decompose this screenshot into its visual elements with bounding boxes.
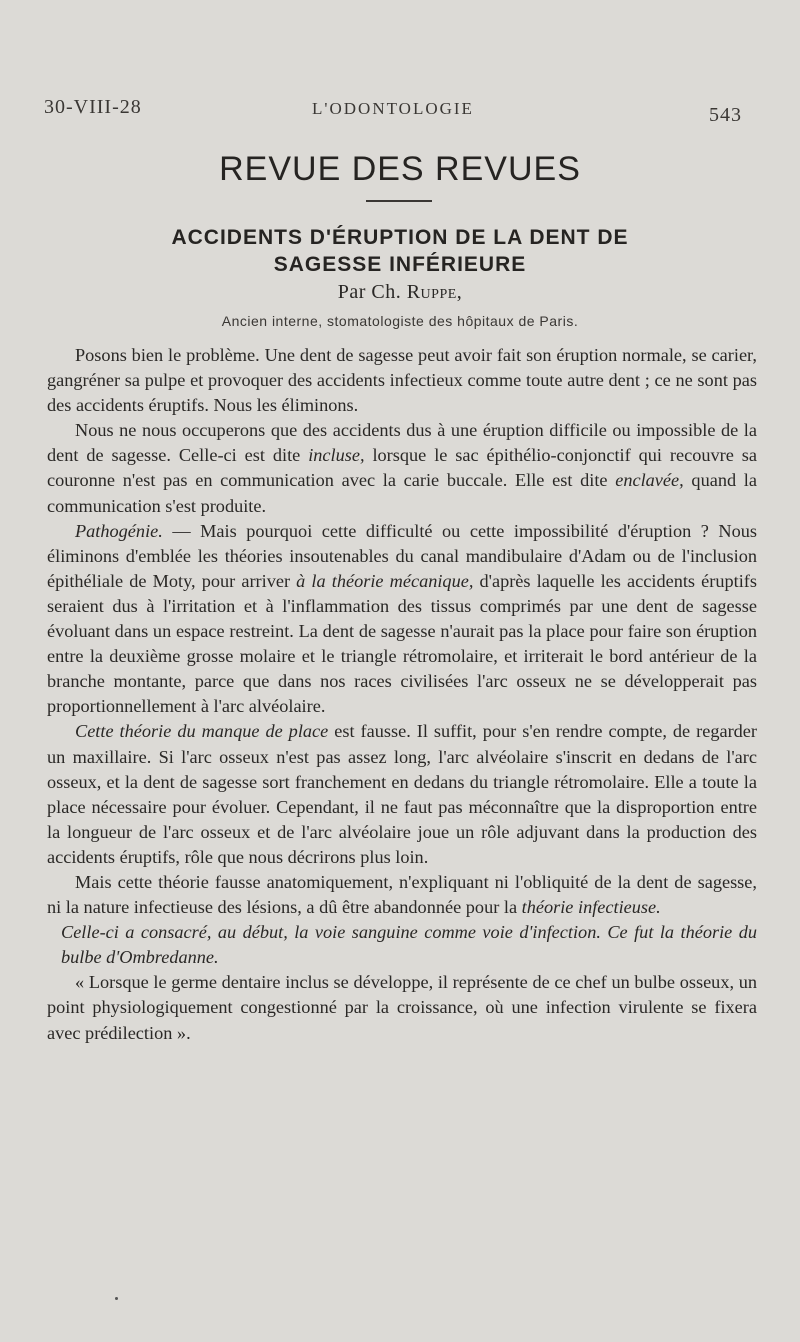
paragraph-3: Pathogénie. — Mais pourquoi cette difficulté ou cette impossibilité d'éruption ? Nous éliminons d'emblée les théories insoutenables du canal mandibulaire d'Adam ou de l'inclusion épithéliale de Moty, pour arriver à la théorie mécanique, d'après laquelle les accidents éruptifs seraient dus à l'irritation et à l'inflammation des tissus comprimés par une dent de sagesse évoluant dans un espace restreint. La dent de sagesse n'aurait pas la place pour faire son éruption entre la deuxième grosse molaire et le triangle rétromolaire, et irriterait le bord antérieur de la branche montante, parce que dans nos races civilisées l'arc osseux ne se développerait pas proportionnellement à l'arc alvéolaire. bbox=[47, 520, 757, 717]
author-affiliation: Ancien interne, stomatologiste des hôpitaux de Paris. bbox=[221, 313, 579, 329]
paragraph-5: Mais cette théorie fausse anatomiquement, n'expliquant ni l'obliquité de la dent de sagesse, ni la nature infectieuse des lésions, a dû être abandonnée pour la théorie infectieuse. bbox=[47, 871, 757, 918]
paragraph-4: Cette théorie du manque de place est fausse. Il suffit, pour s'en rendre compte, de regarder un maxillaire. Si l'arc osseux n'est pas assez long, l'arc alvéolaire s'inscrit en dedans de l'arc osseux, et la dent de sagesse sort franchement en dedans du triangle rétromolaire. Elle a toute la place nécessaire pour évoluer. Cependant, il ne faut pas méconnaître que la disproportion entre la longueur de l'arc osseux et de l'arc alvéolaire joue un rôle adjuvant dans la production des accidents éruptifs, rôle que nous décrirons plus loin. bbox=[47, 721, 757, 867]
paragraph-1: Posons bien le problème. Une dent de sagesse peut avoir fait son éruption normale, se carier, gangréner sa pulpe et provoquer des accidents infectieux comme toute autre dent ; ce ne sont pas des accidents éruptifs. Nous les éliminons. bbox=[47, 345, 757, 416]
journal-name: L'ODONTOLOGIE bbox=[312, 99, 474, 118]
print-speck bbox=[115, 1297, 118, 1300]
subheading-pathogenie: Pathogénie. bbox=[75, 520, 163, 541]
article-body bbox=[47, 343, 757, 1046]
article-title bbox=[60, 224, 740, 278]
issue-date: 30-VIII-28 bbox=[44, 96, 142, 118]
byline bbox=[0, 281, 800, 304]
paragraph-2: Nous ne nous occuperons que des accidents dus à une éruption difficile ou impossible de la dent de sagesse. Celle-ci est dite incluse, lorsque le sac épithélio-conjonctif qui recouvre sa couronne n'est pas en communication avec la carie buccale. Elle est dite enclavée, quand la communication s'est produite. bbox=[47, 420, 757, 516]
page-number: 543 bbox=[709, 104, 742, 126]
byline-prefix: Par Ch. bbox=[337, 281, 402, 303]
paragraph-6: Celle-ci a consacré, au début, la voie sanguine comme voie d'infection. Ce fut la théorie du bulbe d'Ombredanne. bbox=[61, 922, 757, 968]
section-title: REVUE DES REVUES bbox=[219, 150, 581, 188]
article-title-line-2: SAGESSE INFÉRIEURE bbox=[273, 253, 527, 276]
paragraph-7-quote: « Lorsque le germe dentaire inclus se développe, il représente de ce chef un bulbe osseux, un point physiologiquement congestionné par la croissance, où une infection virulente se fixera avec prédilection ». bbox=[47, 972, 757, 1043]
author-name: Ruppe, bbox=[406, 281, 463, 303]
title-rule bbox=[366, 200, 432, 202]
article-title-line-1: ACCIDENTS D'ÉRUPTION DE LA DENT DE bbox=[171, 226, 629, 249]
